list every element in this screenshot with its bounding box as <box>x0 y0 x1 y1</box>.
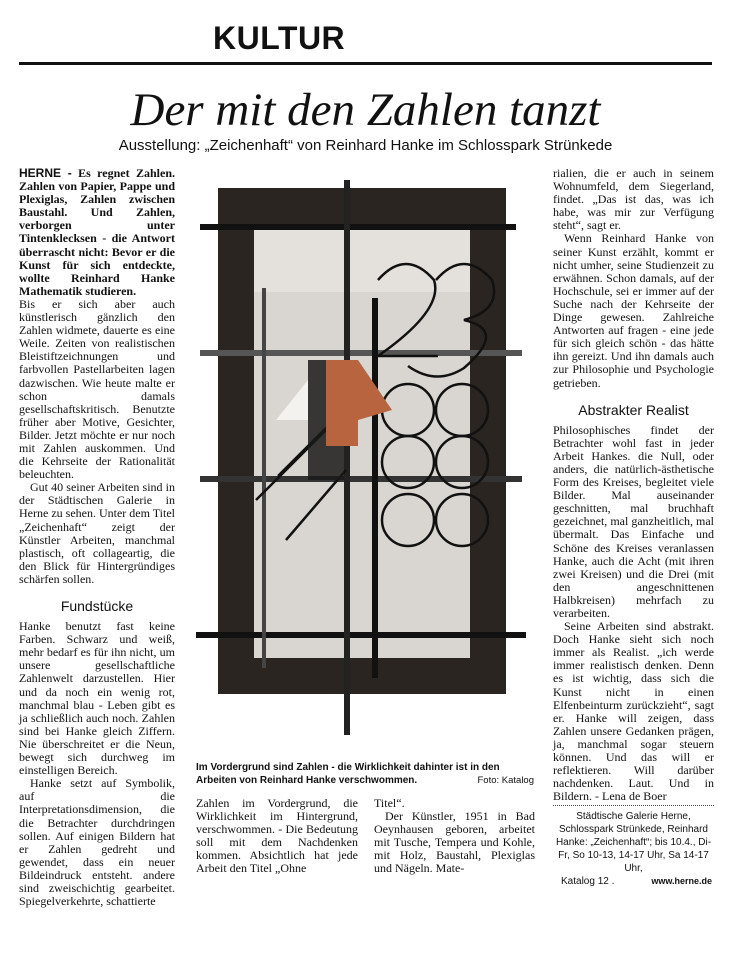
exhibition-info <box>553 810 714 888</box>
body-paragraph: Zahlen im Vordergrund, die Wirklichkeit im Hintergrund, verschwommen. - Die Bedeutung soll mit dem Nachdenken kommen. Absichtlich hat jede Arbeit den Titel „Ohne <box>196 796 358 876</box>
subheadline: Ausstellung: „Zeichenhaft“ von Reinhard Hanke im Schlosspark Strünkede <box>118 137 613 154</box>
body-paragraph: Philosophisches findet der Betrachter wohl fast in jeder Arbeit Hankes. die Null, oder anders, die natürlich-ästhetische Form des Kreises, begleitet viele Bilder. Mal auseinander geschnitten, mal bruchhaft gezeichnet, mal ganzheitlich, mal übermalt. Das Einfache und Schöne des Kreises veranlassen Hanke, auch die Acht (mit ihren zwei Kreisen) und die Drei (mit den angeschnittenen Halbkreisen) mehrfach zu verarbeiten. <box>553 422 714 620</box>
photo-caption <box>196 761 534 787</box>
body-paragraph: Seine Arbeiten sind abstrakt. Doch Hanke sieht sich noch immer als Realist. „ich werde immer realistisch denken. Denn es ist wichtig, dass sich die Kunst nicht in einen Elfenbeinturm zurückzieht“, sagt er. Hanke will zeigen, dass Zahlen unsere Gedanken prägen, ja, manchmal sogar steuern können. Und das will er reflektieren. Will darüber nachdenken. Laut. Und in Bildern. - Lena de Boer <box>553 619 714 804</box>
body-paragraph: Gut 40 seiner Arbeiten sind in der Städtischen Galerie in Herne zu sehen. Unter dem Titel „Zeichenhaft“ zeigt der Künstler Arbeiten, manchmal plastisch, oft collageartig, die den Blick für Hintergründiges schärfen sollen. <box>19 480 175 586</box>
lead-paragraph <box>19 167 175 298</box>
photo-credit: Foto: Katalog <box>477 774 534 786</box>
body-paragraph: Hanke setzt auf Symbolik, auf die Interpretationsdimension, die die Betrachter durchdringen sollen. Auf einigen Bildern hat er Zahlen gedreht und gewendet, dass ein neuer Bildeindruck entsteht. andere sind zweischichtig gearbeitet. Spiegelverkehrte, schattierte <box>19 776 175 909</box>
body-paragraph: Bis er sich aber auch künstlerisch gänzlich den Zahlen widmete, dauerte es eine Weile. Zeiten von realistischen Bleistiftzeichnungen und farbvollen Pastellarbeiten lagen dazwischen. Wie heute malte er schon damals gesellschaftskritisch. Benutzte früher aber Motive, Gesichter, Bilder. Jetzt möchte er nur noch mit Zahlen auskommen. Und die Kehrseite der Rationalität beleuchten. <box>19 296 175 482</box>
section-title: KULTUR <box>213 20 346 56</box>
headline: Der mit den Zahlen tanzt <box>130 84 601 136</box>
info-rule <box>553 805 714 806</box>
author-byline: - Lena de Boer <box>595 789 667 804</box>
column-2 <box>196 797 358 876</box>
info-text: Städtische Galerie Herne, Schlosspark Strünkede, Reinhard Hanke: „Zeichenhaft“; bis 10.4., Di-Fr, So 10-13, 14-17 Uhr, Sa 14-17 Uhr, <box>555 811 712 874</box>
website-link[interactable]: www.herne.de <box>651 876 712 886</box>
body-paragraph: Wenn Reinhard Hanke von seiner Kunst erzählt, kommt er nicht umher, seine Studienzeit zu erwähnen. Schon damals, auf der Hochschule, sei er immer auf der Suche nach der Kehrseite der Dinge gewesen. Zahlreiche Antworten auf fragen - eine jede für sich gleich schön - das hätte ihn gereizt. Und ihn damals auch zur Philosophie und Psychologie getrieben. <box>553 231 714 390</box>
subtitle-abstrakter-realist: Abstrakter Realist <box>578 401 689 418</box>
body-paragraph: Titel“. <box>374 796 405 810</box>
dateline: HERNE - <box>19 166 72 180</box>
artwork-photo-icon <box>196 180 526 735</box>
column-4 <box>553 167 714 803</box>
body-paragraph: rialien, die er auch in seinem Wohnumfeld, dem Siegerland, findet. „Das ist das, was ich habe, was mir zur Verfügung steht“, sagt er. <box>553 166 714 233</box>
body-paragraph: Hanke benutzt fast keine Farben. Schwarz und weiß, mehr bedarf es für ihn nicht, um unsere gesellschaftliche Zahlenwelt darzustellen. Hier und da noch ein wenig rot, manchmal blau - Leben gibt es ja schließlich auch noch. Zahlen sind bei Hanke gleich Ziffern. Nie überschreitet er die Neun, bewegt sich durchweg im einstelligen Bereich. <box>19 619 175 778</box>
subtitle-fundstuecke: Fundstücke <box>60 598 134 614</box>
column-3 <box>374 797 535 876</box>
lead-text: Es regnet Zahlen. Zahlen von Papier, Pappe und Plexiglas, Zahlen zwischen Baustahl. Und Zahlen, verborgen unter Tintenklecksen - die Antwort überrascht nicht: Bevor er die Kunst für sich entdeckte, wollte Reinhard Hanke Mathematik studieren. <box>19 166 175 298</box>
catalog-price: Katalog 12 . <box>561 876 615 887</box>
caption-text: Im Vordergrund sind Zahlen - die Wirklichkeit dahinter ist in den Arbeiten von Reinhard Hanke verschwommen. <box>196 762 500 786</box>
column-1 <box>19 167 175 908</box>
section-rule <box>19 62 712 65</box>
body-paragraph: Der Künstler, 1951 in Bad Oeynhausen geboren, arbeitet mit Tusche, Tempera und Kohle, mit Holz, Baustahl, Plexiglas und Nägeln. Mate- <box>374 809 535 876</box>
